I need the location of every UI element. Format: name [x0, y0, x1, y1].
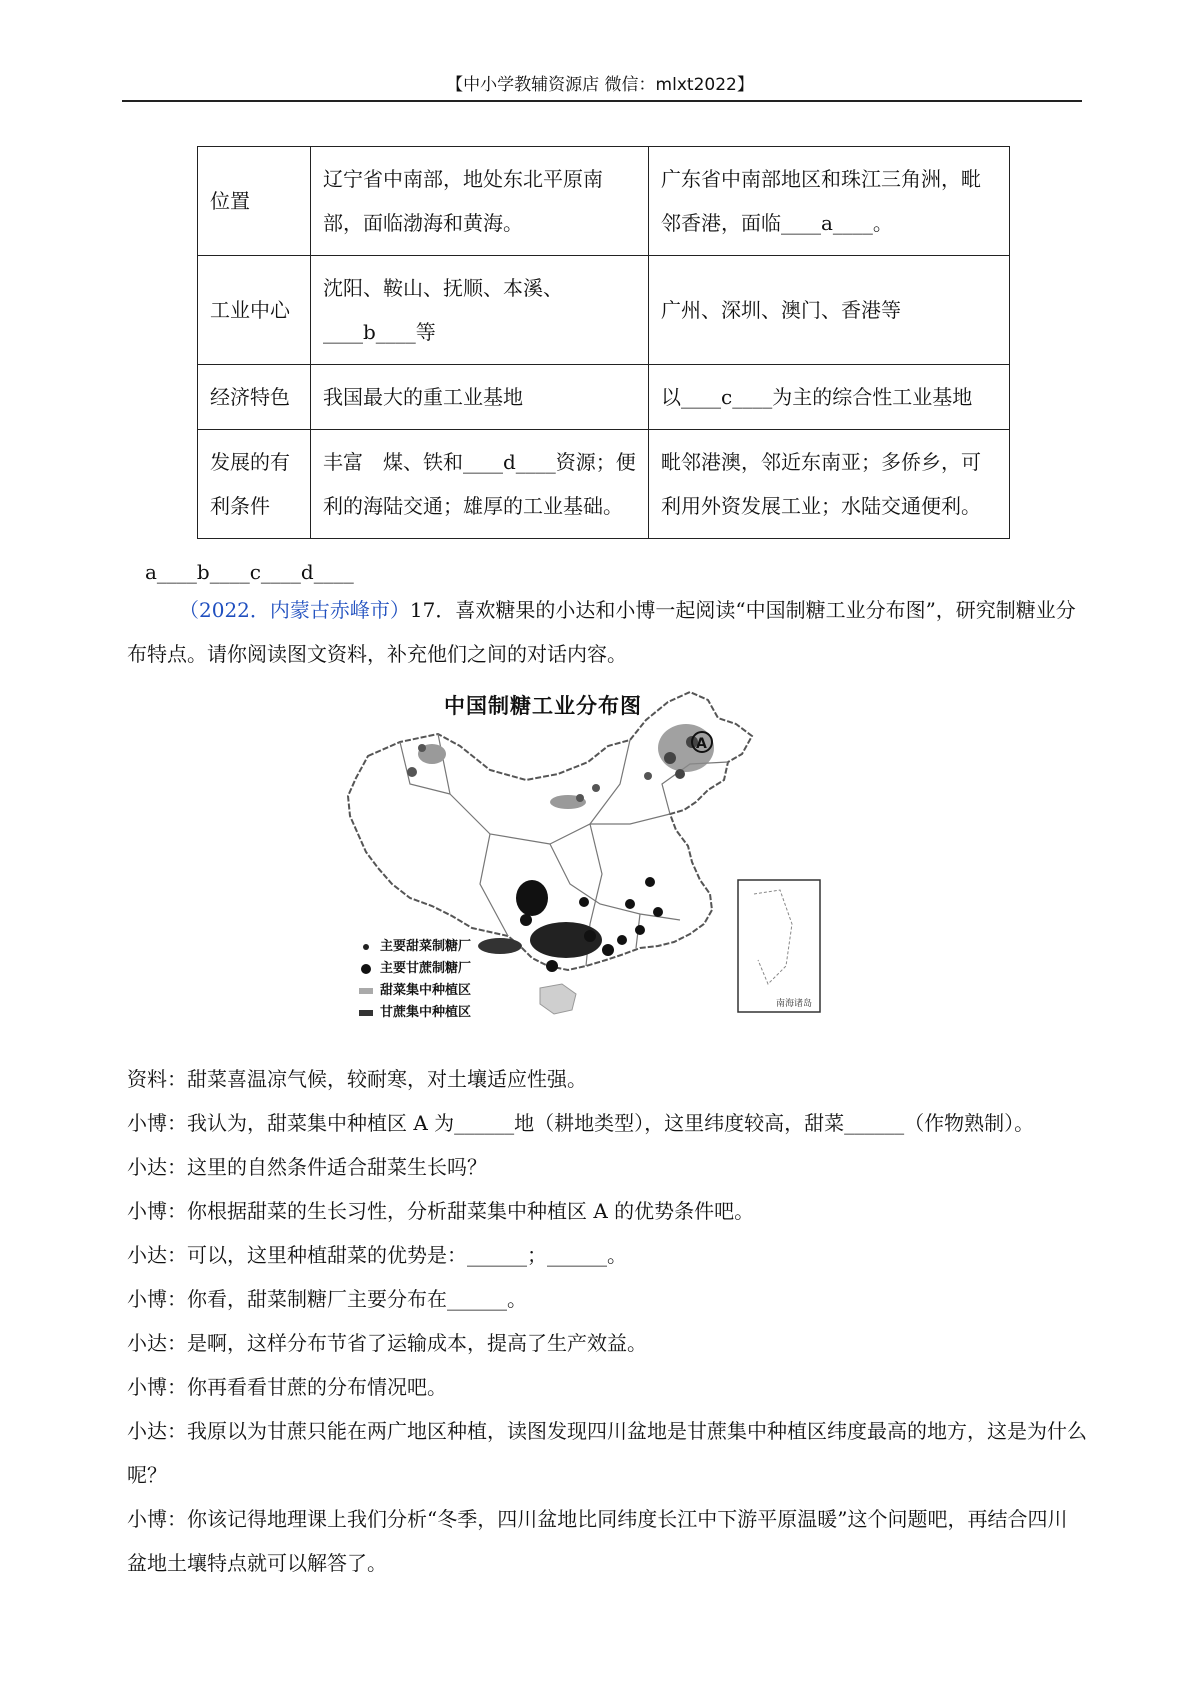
row-label-industry-centers: 工业中心 — [198, 256, 311, 365]
legend-label: 甜菜集中种植区 — [380, 983, 472, 998]
dialogue-line: 小博：你再看看甘蔗的分布情况吧。 — [127, 1375, 447, 1399]
table-row — [198, 365, 1010, 430]
answer-blanks: a____b____c____d____ — [145, 560, 354, 584]
legend-label: 主要甘蔗制糖厂 — [380, 961, 472, 976]
sugar-industry-map — [340, 684, 850, 1044]
legend-label: 甘蔗集中种植区 — [380, 1005, 472, 1020]
header-divider — [122, 100, 1082, 102]
liaoning-economic-feature: 我国最大的重工业基地 — [311, 365, 649, 430]
marker-a-label: A — [696, 736, 707, 752]
dialogue-line: 小达：可以，这里种植甜菜的优势是：______；______。 — [127, 1243, 627, 1267]
page-header: 【中小学教辅资源店 微信：mlxt2022】 — [446, 75, 754, 95]
dialogue-line: 小博：你该记得地理课上我们分析“冬季，四川盆地比同纬度长江中下游平原温暖”这个问题吧，再结合四川盆地土壤特点就可以解答了。 — [127, 1507, 1068, 1575]
dialogue-line: 资料：甜菜喜温凉气候，较耐寒，对土壤适应性强。 — [127, 1067, 587, 1091]
legend-item — [358, 1002, 471, 1024]
dialogue-line: 小达：这里的自然条件适合甜菜生长吗？ — [127, 1155, 487, 1179]
light-hatch-icon — [358, 985, 374, 997]
south-china-sea-inset — [738, 880, 820, 1012]
liaoning-industry-centers: 沈阳、鞍山、抚顺、本溪、____b____等 — [311, 256, 649, 365]
liaoning-location: 辽宁省中南部，地处东北平原南部，面临渤海和黄海。 — [311, 147, 649, 256]
dialogue-line: 小博：你根据甜菜的生长习性，分析甜菜集中种植区 A 的优势条件吧。 — [127, 1199, 755, 1223]
dark-hatch-icon — [358, 1007, 374, 1019]
legend-item — [358, 958, 471, 980]
cane-area-sichuan — [516, 880, 548, 916]
dialogue-line: 小博：我认为，甜菜集中种植区 A 为______地（耕地类型），这里纬度较高，甜菜______（作物熟制）。 — [127, 1111, 1035, 1135]
dialogue-line: 小达：我原以为甘蔗只能在两广地区种植，读图发现四川盆地是甘蔗集中种植区纬度最高的地方，这是为什么呢？ — [127, 1419, 1087, 1487]
guangdong-location: 广东省中南部地区和珠江三角洲，毗邻香港，面临____a____。 — [649, 147, 1010, 256]
comparison-table — [197, 146, 1010, 539]
map-title: 中国制糖工业分布图 — [444, 694, 642, 718]
map-legend — [358, 936, 471, 1024]
hainan-island — [540, 984, 576, 1014]
guangdong-advantages: 毗邻港澳，邻近东南亚；多侨乡，可利用外资发展工业；水陆交通便利。 — [649, 430, 1010, 539]
guangdong-economic-feature: 以____c____为主的综合性工业基地 — [649, 365, 1010, 430]
question-17 — [127, 588, 1087, 676]
table-row — [198, 256, 1010, 365]
dialogue-line: 小达：是啊，这样分布节省了运输成本，提高了生产效益。 — [127, 1331, 647, 1355]
guangdong-industry-centers: 广州、深圳、澳门、香港等 — [649, 256, 1010, 365]
small-dot-icon — [358, 941, 374, 953]
inset-label: 南海诸岛 — [776, 999, 813, 1009]
table-row — [198, 147, 1010, 256]
row-label-economic-feature: 经济特色 — [198, 365, 311, 430]
question-source: （2022．内蒙古赤峰市） — [179, 598, 410, 622]
table-row — [198, 430, 1010, 539]
legend-item — [358, 936, 471, 958]
large-dot-icon — [358, 963, 374, 975]
dialogue-line: 小博：你看，甜菜制糖厂主要分布在______。 — [127, 1287, 527, 1311]
legend-label: 主要甜菜制糖厂 — [380, 939, 472, 954]
legend-item — [358, 980, 471, 1002]
question-text: 17．喜欢糖果的小达和小博一起阅读“中国制糖工业分布图”，研究制糖业分布特点。请你阅读图文资料，补充他们之间的对话内容。 — [127, 598, 1076, 666]
liaoning-advantages: 丰富 煤、铁和____d____资源；便利的海陆交通；雄厚的工业基础。 — [311, 430, 649, 539]
row-label-advantages: 发展的有利条件 — [198, 430, 311, 539]
row-label-location: 位置 — [198, 147, 311, 256]
